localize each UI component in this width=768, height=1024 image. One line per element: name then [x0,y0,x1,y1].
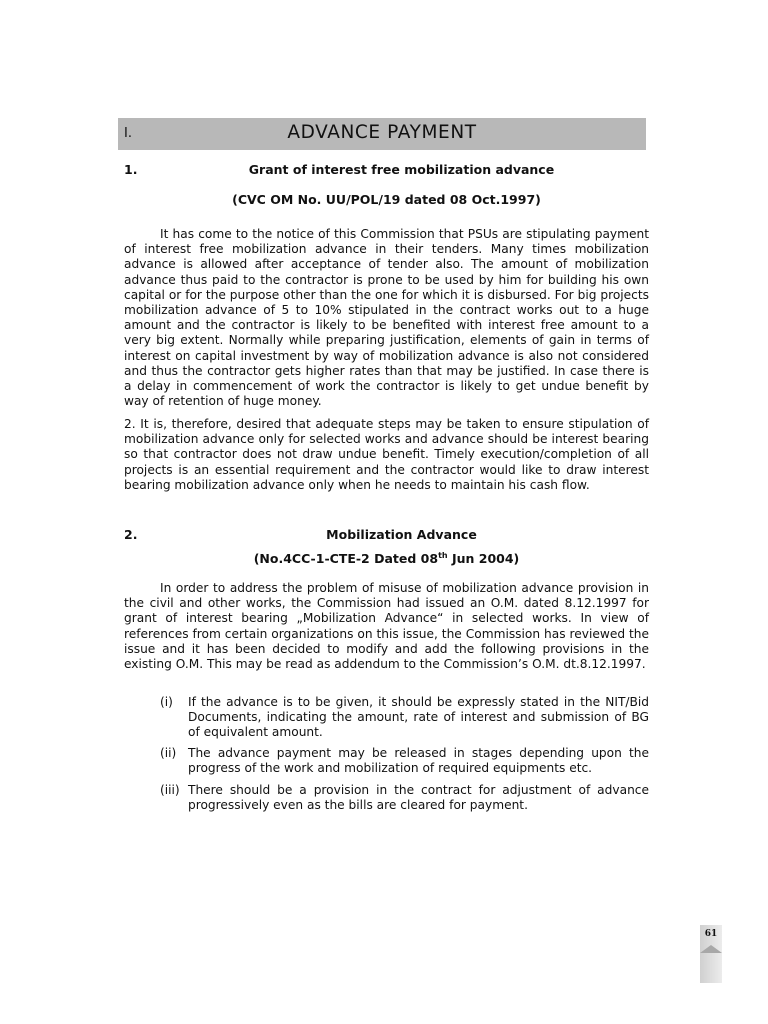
section-2-reference [124,551,649,566]
list-item-marker: (i) [160,695,173,709]
section-2-number: 2. [124,527,138,542]
section-1-number: 1. [124,162,138,177]
section-2-reference-superscript: th [438,550,448,560]
section-1-heading [124,162,649,177]
page-number-tab [700,925,722,983]
list-item [160,783,649,813]
list-item-text: If the advance is to be given, it should be expressly stated in the NIT/Bid Documents, indicating the amount, rate of interest and submission of BG of equivalent amount. [188,695,649,740]
section-1-reference: (CVC OM No. UU/POL/19 dated 08 Oct.1997) [232,192,541,207]
list-item-text: The advance payment may be released in stages depending upon the progress of the work and mobilization of required equipments etc. [188,746,649,776]
header-roman-numeral: I. [124,126,132,141]
section-1-paragraph-2: 2. It is, therefore, desired that adequate steps may be taken to ensure stipulation of mobilization advance only for selected works and advance should be interest bearing so that contractor does not draw undue benefit. Timely execution/completion of all projects is an essential requirement and the contractor would like to draw interest bearing mobilization advance only when he needs to maintain his cash flow. [124,417,649,492]
page-title: ADVANCE PAYMENT [287,122,477,143]
list-item-marker: (iii) [160,783,180,797]
page-number: 61 [704,929,718,939]
section-1-paragraph-1: It has come to the notice of this Commission that PSUs are stipulating payment of interest free mobilization advance in their tenders. Many times mobilization advance is allowed after acceptance of tender also. The amount of mobilization advance thus paid to the contractor is prone to be used by him for building his own capital or for the purpose other than the one for which it is disbursed. For big projects mobilization advance of 5 to 10% stipulated in the contract works out to a huge amount and the contractor is likely to be benefited with interest free amount to a very big extent. Normally while preparing justification, elements of gain in terms of interest on capital investment by way of mobilization advance is also not considered and thus the contractor gets higher rates than that may be justified. In case there is a delay in commencement of work the contractor is likely to get undue benefit by way of retention of huge money. [124,227,649,409]
page-tab-chevron-icon [700,945,722,953]
list-item-marker: (ii) [160,746,177,760]
section-2-paragraph-1: In order to address the problem of misuse of mobilization advance provision in the civil and other works, the Commission had issued an O.M. dated 8.12.1997 for grant of interest bearing „Mobilization Advance“ in selected works. In view of references from certain organizations on this issue, the Commission has reviewed the issue and it has been decided to modify and add the following provisions in the existing O.M. This may be read as addendum to the Commission’s O.M. dt.8.12.1997. [124,581,649,672]
section-1-title: Grant of interest free mobilization advance [248,162,555,177]
list-item [160,746,649,776]
section-2-reference-suffix: Jun 2004) [447,551,520,566]
list-item-text: There should be a provision in the contract for adjustment of advance progressively even as the bills are cleared for payment. [188,783,649,813]
list-item [160,695,649,741]
section-2-title: Mobilization Advance [326,527,477,542]
section-2-reference-prefix: (No.4CC-1-CTE-2 Dated 08 [253,551,439,566]
section-2-heading [124,527,649,542]
section-header-bar [118,118,646,150]
